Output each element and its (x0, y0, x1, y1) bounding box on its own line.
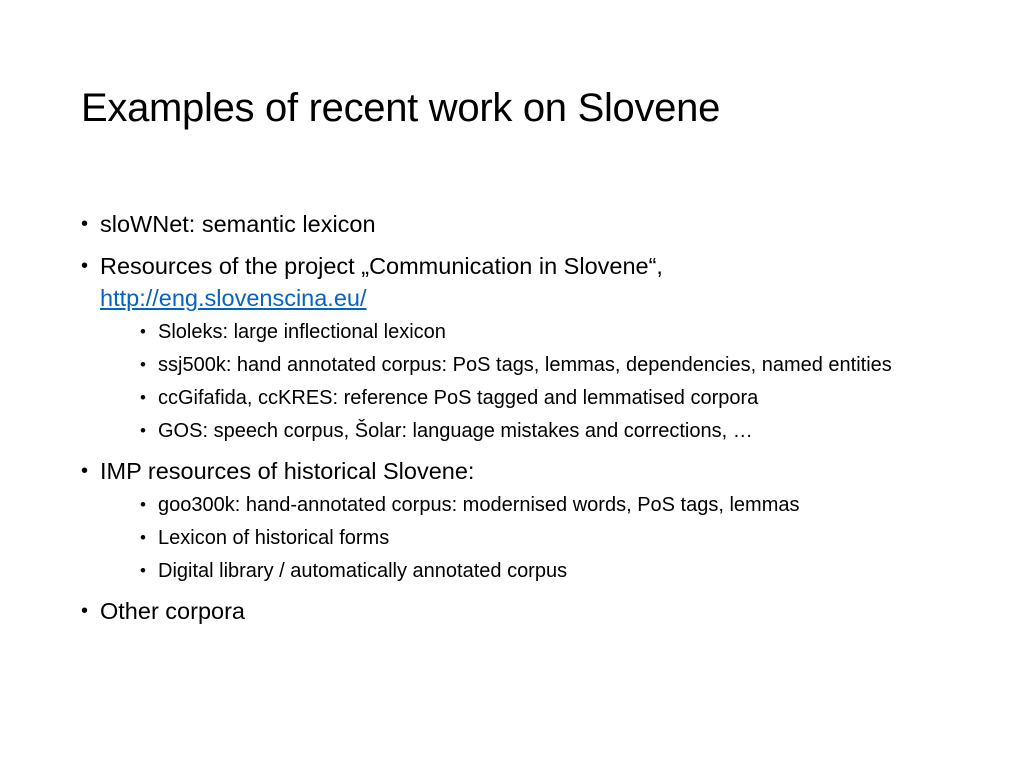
bullet-item-imp-resources (80, 455, 960, 585)
bullet-icon: • (140, 528, 146, 547)
sub-bullet-list (100, 491, 960, 585)
bullet-icon: • (140, 561, 146, 580)
slide-title: Examples of recent work on Slovene (81, 86, 721, 130)
project-url-link[interactable]: http://eng.slovenscina.eu/ (100, 285, 367, 311)
sub-bullet-list (100, 318, 960, 445)
sub-bullet-item (100, 491, 960, 519)
bullet-item-slownet (80, 208, 960, 240)
bullet-icon: • (81, 213, 89, 235)
bullet-icon: • (81, 600, 89, 622)
sub-bullet-text: Lexicon of historical forms (158, 527, 390, 549)
bullet-item-communication-in-slovene (80, 250, 960, 445)
bullet-icon: • (140, 421, 146, 440)
bullet-item-other-corpora (80, 595, 960, 627)
bullet-list (80, 208, 960, 627)
bullet-icon: • (81, 460, 89, 482)
slide-content (80, 208, 960, 637)
bullet-text: Resources of the project „Communication in Slovene“, (100, 253, 663, 279)
sub-bullet-text: Sloleks: large inflectional lexicon (158, 321, 446, 343)
sub-bullet-item (100, 351, 960, 379)
bullet-icon: • (140, 495, 146, 514)
bullet-text: sloWNet: semantic lexicon (100, 211, 376, 237)
sub-bullet-item (100, 318, 960, 346)
bullet-icon: • (140, 355, 146, 374)
bullet-icon: • (81, 255, 89, 277)
sub-bullet-item (100, 524, 960, 552)
bullet-text: IMP resources of historical Slovene: (100, 458, 475, 484)
bullet-icon: • (140, 388, 146, 407)
sub-bullet-text: ssj500k: hand annotated corpus: PoS tags, lemmas, dependencies, named entities (158, 354, 892, 376)
sub-bullet-item (100, 417, 960, 445)
sub-bullet-item (100, 557, 960, 585)
bullet-icon: • (140, 322, 146, 341)
sub-bullet-text: ccGifafida, ccKRES: reference PoS tagged and lemmatised corpora (158, 387, 759, 409)
sub-bullet-text: goo300k: hand-annotated corpus: modernised words, PoS tags, lemmas (158, 494, 800, 516)
sub-bullet-text: GOS: speech corpus, Šolar: language mistakes and corrections, … (158, 420, 753, 442)
bullet-text: Other corpora (100, 598, 245, 624)
sub-bullet-item (100, 384, 960, 412)
sub-bullet-text: Digital library / automatically annotated corpus (158, 560, 568, 582)
